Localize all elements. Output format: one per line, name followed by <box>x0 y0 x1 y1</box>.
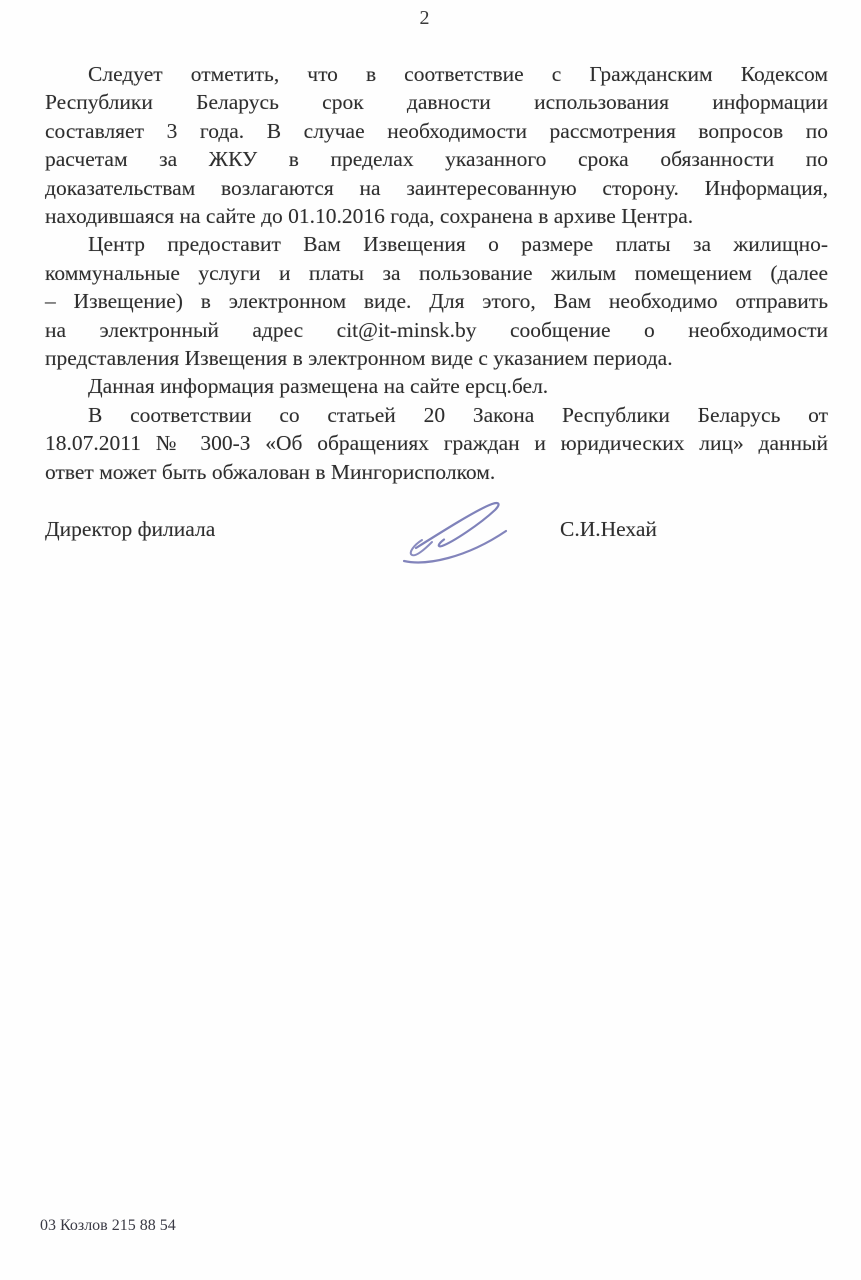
text-line: расчетам за ЖКУ в пределах указанного срока обязанности по <box>45 147 828 172</box>
text-line: Центр предоставит Вам Извещения о размере платы за жилищно- <box>88 232 828 257</box>
text-line: ответ может быть обжалован в Мингорисполком. <box>45 459 496 484</box>
handwritten-signature-icon <box>398 495 513 567</box>
signature-stroke <box>416 503 499 548</box>
signer-name: С.И.Нехай <box>560 517 657 541</box>
text-line: 18.07.2011 № 300-З «Об обращениях граждан и юридических лиц» данный <box>45 431 828 456</box>
page-number: 2 <box>419 7 430 29</box>
signer-title: Директор филиала <box>45 517 216 541</box>
text-line: находившаяся на сайте до 01.10.2016 года, сохранена в архиве Центра. <box>45 204 694 229</box>
text-line: составляет 3 года. В случае необходимости рассмотрения вопросов по <box>45 118 828 143</box>
paragraph <box>45 372 828 400</box>
text-line: В соответствии со статьей 20 Закона Республики Беларусь от <box>88 402 828 427</box>
text-line: – Извещение) в электронном виде. Для этого, Вам необходимо отправить <box>45 289 828 314</box>
text-line: представления Извещения в электронном виде с указанием периода. <box>45 346 673 371</box>
paragraph <box>45 401 828 486</box>
executor-footer-note: 03 Козлов 215 88 54 <box>40 1217 176 1234</box>
signature-stroke <box>411 540 432 555</box>
paragraph <box>45 230 828 372</box>
text-line: Следует отметить, что в соответствие с Гражданским Кодексом <box>88 62 828 86</box>
text-line: на электронный адрес cit@it-minsk.by сообщение о необходимости <box>45 317 828 342</box>
letter-body <box>45 60 828 486</box>
text-line: Республики Беларусь срок давности использования информации <box>45 90 828 115</box>
paragraph <box>45 60 828 230</box>
text-line: коммунальные услуги и платы за пользование жилым помещением (далее <box>45 260 828 285</box>
text-line: Данная информация размещена на сайте ерсц.бел. <box>88 374 549 399</box>
text-line: доказательствам возлагаются на заинтересованную сторону. Информация, <box>45 175 828 200</box>
